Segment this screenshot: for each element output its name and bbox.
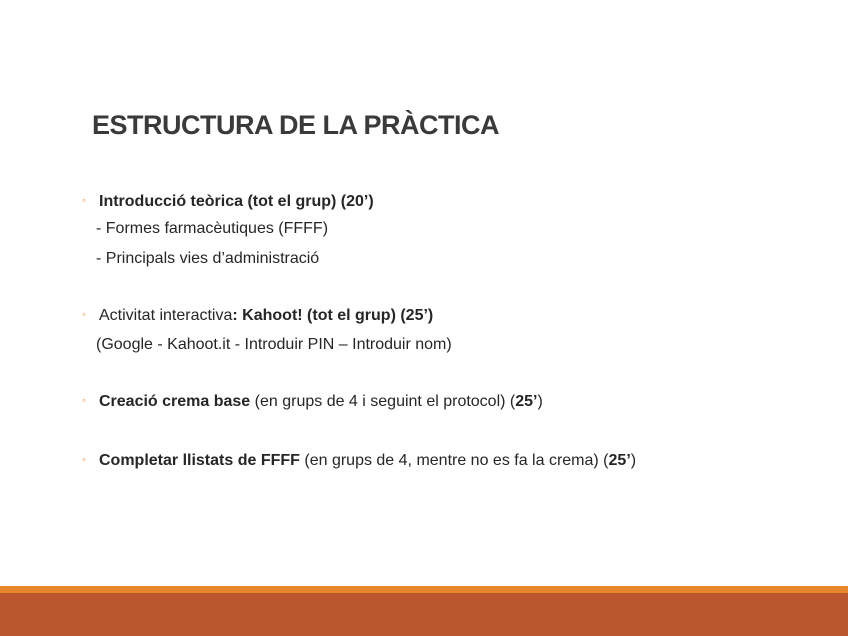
slide-title: ESTRUCTURA DE LA PRÀCTICA [92,110,499,140]
item-bold-text: Completar llistats de FFFF [99,452,300,469]
item-bold-text: : Kahoot! (tot el grup) (25’) [232,307,434,324]
bullet-item-activitat [82,305,433,326]
footer-band [0,593,848,636]
bullet-item-introduccio [82,191,374,212]
item-text: (en grups de 4, mentre no es fa la crema) ( [299,452,609,469]
bullet-icon: ◦ [82,395,86,407]
item-bold-text: Creació crema base [99,393,251,410]
bullet-item-completar [82,450,636,471]
item-text-end: ) [630,452,637,469]
item-text: Activitat interactiva [99,307,233,324]
bullet-icon: ◦ [82,195,86,207]
item-text: (en grups de 4 i seguint el protocol) ( [250,393,516,410]
item-bold-duration: 25’ [608,452,631,469]
item-text-end: ) [537,393,543,410]
sub-item: - Principals vies d’administració [96,250,320,267]
item-bold-duration: 25’ [515,393,538,410]
footer-accent-stripe [0,586,848,593]
bullet-item-creacio [82,391,543,412]
sub-item: - Formes farmacèutiques (FFFF) [96,220,329,237]
item-bold-text: Introducció teòrica (tot el grup) (20’) [99,193,374,210]
bullet-icon: ◦ [82,309,86,321]
bullet-icon: ◦ [82,454,86,466]
sub-item: (Google - Kahoot.it - Introduir PIN – Introduir nom) [96,336,452,353]
